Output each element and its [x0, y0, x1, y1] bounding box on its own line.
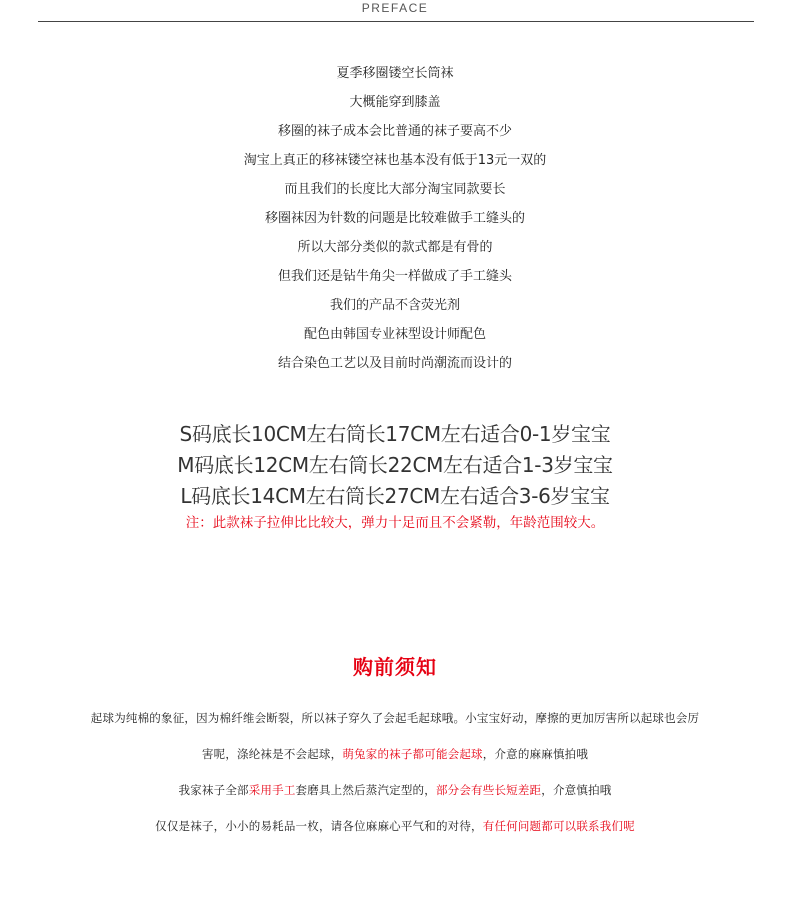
intro-line: 而且我们的长度比大部分淘宝同款要长 [284, 182, 506, 197]
intro-line: 所以大部分类似的款式都是有骨的 [297, 240, 493, 255]
intro-line: 但我们还是钻牛角尖一样做成了手工缝头 [277, 269, 512, 284]
intro-line: 配色由韩国专业袜型设计师配色 [303, 327, 486, 342]
notice-highlight: 有任何问题都可以联系我们呢 [482, 819, 635, 833]
intro-line: 淘宝上真正的移袜镂空袜也基本没有低于13元一双的 [243, 153, 547, 168]
notice-highlight: 萌兔家的袜子都可能会起球 [342, 747, 483, 761]
intro-line: 移圈袜因为针数的问题是比较难做手工缝头的 [264, 211, 525, 226]
intro-line: 移圈的袜子成本会比普通的袜子要高不少 [277, 124, 512, 139]
notice-text: 仅仅是袜子，小小的易耗品一枚，请各位麻麻心平气和的对待， [155, 819, 483, 833]
header-divider [38, 21, 754, 22]
intro-line: 我们的产品不含荧光剂 [329, 298, 460, 313]
size-chart [0, 419, 790, 534]
intro-line: 结合染色工艺以及目前时尚潮流而设计的 [277, 356, 512, 371]
purchase-notice [0, 706, 790, 850]
notice-line [0, 742, 790, 778]
notice-text: 我家袜子全部 [178, 783, 249, 797]
product-intro [0, 63, 790, 382]
notice-line [0, 814, 790, 850]
notice-line [0, 778, 790, 814]
intro-line: 夏季移圈镂空长筒袜 [336, 66, 454, 81]
size-m-line: M码底长12CM左右筒长22CM左右适合1-3岁宝宝 [177, 453, 613, 477]
size-s-line: S码底长10CM左右筒长17CM左右适合0-1岁宝宝 [179, 422, 611, 446]
notice-text: 套磨具上然后蒸汽定型的， [295, 783, 436, 797]
size-l-line: L码底长14CM左右筒长27CM左右适合3-6岁宝宝 [180, 484, 610, 508]
notice-text: 起球为纯棉的象征，因为棉纤维会断裂，所以袜子穿久了会起毛起球哦。小宝宝好动，摩擦的更加厉害所以起球也会厉 [90, 711, 700, 725]
preface-title: PREFACE [361, 1, 429, 15]
preface-header [0, 0, 790, 24]
intro-line: 大概能穿到膝盖 [349, 95, 441, 110]
purchase-notice-heading: 购前须知 [353, 655, 437, 679]
notice-highlight: 采用手工 [248, 783, 296, 797]
notice-text: 害呢，涤纶袜是不会起球， [201, 747, 343, 761]
notice-highlight: 部分会有些长短差距 [435, 783, 542, 797]
notice-text: ，介意慎拍哦 [541, 783, 612, 797]
size-note: 注：此款袜子拉伸比比较大，弹力十足而且不会紧勒，年龄范围较大。 [185, 515, 605, 531]
notice-text: ，介意的麻麻慎拍哦 [482, 747, 589, 761]
notice-line [0, 706, 790, 742]
